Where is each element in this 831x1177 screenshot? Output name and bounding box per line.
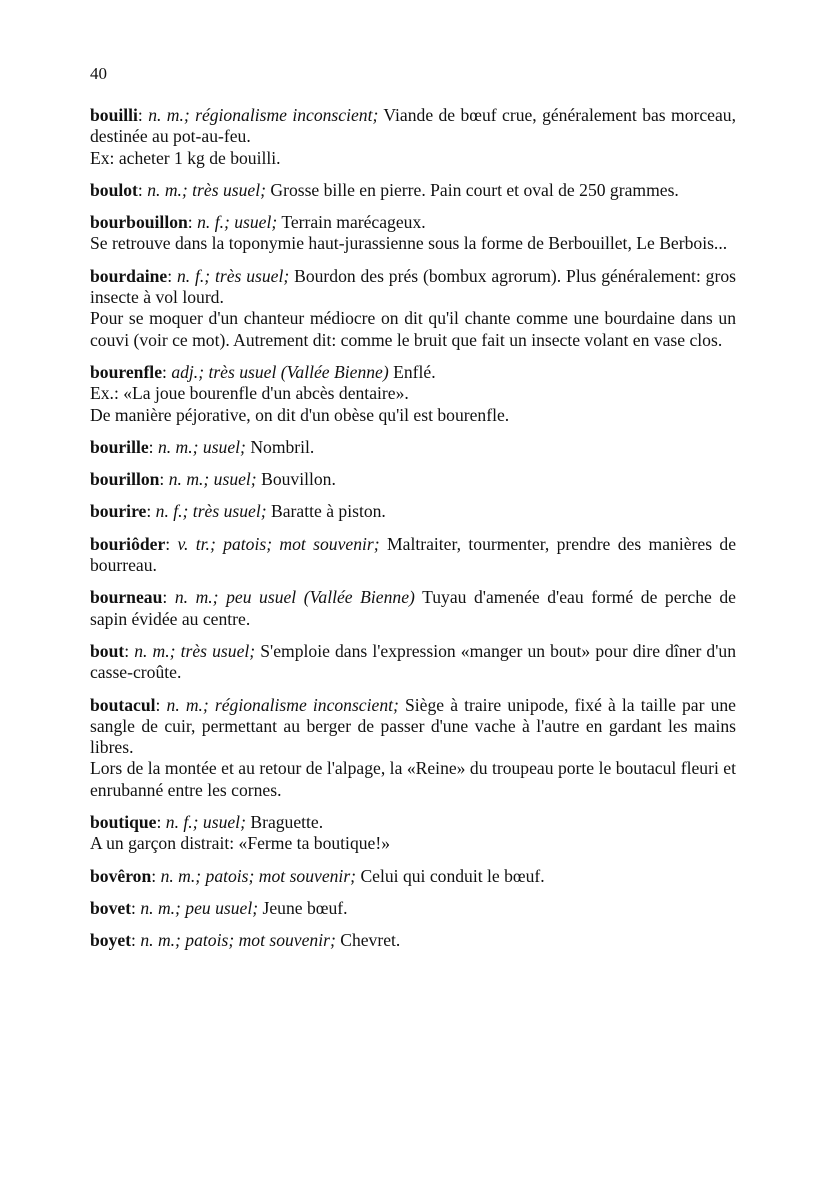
entry-grammar: n. f.; très usuel; xyxy=(176,265,290,286)
dictionary-entry xyxy=(90,930,736,951)
dictionary-entry xyxy=(90,362,736,426)
entry-grammar: n. f.; très usuel; xyxy=(155,501,267,522)
dictionary-entry xyxy=(90,866,736,887)
entry-grammar: n. m.; patois; mot souvenir; xyxy=(160,865,357,886)
entry-grammar: n. f.; usuel; xyxy=(165,812,246,833)
entry-main-line: bourillon: n. m.; usuel; Bouvillon. xyxy=(90,469,336,490)
entry-main-line: bourdaine: n. f.; très usuel; Bourdon des prés (bombux agrorum). Plus généralement: gros insecte à vol lourd. xyxy=(90,265,736,308)
entry-main-line: boulot: n. m.; très usuel; Grosse bille en pierre. Pain court et oval de 250 grammes. xyxy=(90,179,679,200)
entry-grammar: n. m.; peu usuel; xyxy=(140,897,259,918)
entry-headword: bourneau xyxy=(90,587,163,608)
entry-headword: bourille xyxy=(90,436,149,457)
entry-definition: Chevret. xyxy=(340,930,401,951)
entry-grammar: n. f.; usuel; xyxy=(197,212,278,233)
entry-definition: Jeune bœuf. xyxy=(262,897,348,918)
entry-grammar: n. m.; usuel; xyxy=(157,436,246,457)
entry-definition: Braguette. xyxy=(250,812,324,833)
entry-main-line: boyet: n. m.; patois; mot souvenir; Chevret. xyxy=(90,930,401,951)
entry-main-line: boutacul: n. m.; régionalisme inconscient; Siège à traire unipode, fixé à la taille par une sangle de cuir, permettant au berger de passer d'une vache à l'autre en gardant les mains libres. xyxy=(90,694,736,758)
dictionary-entry xyxy=(90,212,736,255)
entry-extra-line: Ex.: «La joue bourenfle d'un abcès dentaire». xyxy=(90,383,409,404)
entry-headword: boulot xyxy=(90,179,138,200)
entry-headword: bovet xyxy=(90,897,132,918)
entry-definition: Celui qui conduit le bœuf. xyxy=(360,865,545,886)
dictionary-entries xyxy=(90,105,736,963)
dictionary-entry xyxy=(90,180,736,201)
entry-main-line: bout: n. m.; très usuel; S'emploie dans l'expression «manger un bout» pour dire dîner d'un casse-croûte. xyxy=(90,640,736,683)
dictionary-entry xyxy=(90,534,736,577)
dictionary-entry xyxy=(90,587,736,630)
entry-grammar: n. m.; peu usuel (Vallée Bienne) xyxy=(174,587,415,608)
entry-grammar: n. m.; patois; mot souvenir; xyxy=(140,930,336,951)
dictionary-entry xyxy=(90,641,736,684)
entry-grammar: n. m.; très usuel; xyxy=(147,179,266,200)
entry-definition: Maltraiter, tourmenter, prendre des manières de bourreau. xyxy=(90,533,737,576)
entry-grammar: v. tr.; patois; mot souvenir; xyxy=(177,533,380,554)
entry-definition: Bourdon des prés (bombux agrorum). Plus généralement: gros insecte à vol lourd. xyxy=(90,265,736,308)
page-number: 40 xyxy=(90,64,107,83)
entry-extra-line: De manière péjorative, on dit d'un obèse qu'il est bourenfle. xyxy=(90,404,510,425)
entry-definition: Baratte à piston. xyxy=(271,501,386,522)
entry-definition: Bouvillon. xyxy=(261,469,336,490)
entry-headword: bouilli xyxy=(90,105,138,125)
entry-definition: S'emploie dans l'expression «manger un bout» pour dire dîner d'un casse-croûte. xyxy=(90,640,736,683)
entry-extra-line: Se retrouve dans la toponymie haut-jurassienne sous la forme de Berbouillet, Le Berbois... xyxy=(90,233,728,254)
entry-main-line: bourbouillon: n. f.; usuel; Terrain marécageux. xyxy=(90,212,426,233)
entry-definition: Siège à traire unipode, fixé à la taille par une sangle de cuir, permettant au berger de passer d'une vache à l'autre en gardant les mains libres. xyxy=(90,694,736,758)
dictionary-entry xyxy=(90,501,736,522)
entry-headword: bourdaine xyxy=(90,265,168,286)
entry-main-line: bourneau: n. m.; peu usuel (Vallée Bienne) Tuyau d'amenée d'eau formé de perche de sapin évidée au centre. xyxy=(90,587,736,629)
entry-grammar: n. m.; usuel; xyxy=(168,469,257,490)
entry-definition: Grosse bille en pierre. Pain court et oval de 250 grammes. xyxy=(270,179,679,200)
entry-grammar: adj.; très usuel (Vallée Bienne) xyxy=(171,361,389,382)
entry-headword: bout xyxy=(90,640,125,661)
entry-main-line: bovêron: n. m.; patois; mot souvenir; Celui qui conduit le bœuf. xyxy=(90,865,545,886)
dictionary-entry xyxy=(90,437,736,458)
entry-extra-line: Ex: acheter 1 kg de bouilli. xyxy=(90,147,281,168)
dictionary-entry xyxy=(90,266,736,351)
entry-headword: bourbouillon xyxy=(90,212,188,233)
dictionary-entry xyxy=(90,695,736,801)
entry-main-line: bourille: n. m.; usuel; Nombril. xyxy=(90,436,315,457)
entry-definition: Tuyau d'amenée d'eau formé de perche de sapin évidée au centre. xyxy=(90,587,736,629)
entry-headword: bourenfle xyxy=(90,361,163,382)
entry-main-line: bouriôder: v. tr.; patois; mot souvenir; Maltraiter, tourmenter, prendre des manières de bourreau. xyxy=(90,533,737,576)
entry-headword: boutique xyxy=(90,812,157,833)
entry-definition: Enflé. xyxy=(393,361,436,382)
entry-definition: Viande de bœuf crue, généralement bas morceau, destinée au pot-au-feu. xyxy=(90,105,736,147)
dictionary-entry xyxy=(90,898,736,919)
entry-main-line: bouilli: n. m.; régionalisme inconscient; Viande de bœuf crue, généralement bas morceau, destinée au pot-au-feu. xyxy=(90,105,736,147)
dictionary-entry xyxy=(90,469,736,490)
entry-headword: bourire xyxy=(90,501,147,522)
entry-main-line: bovet: n. m.; peu usuel; Jeune bœuf. xyxy=(90,897,348,918)
entry-headword: boyet xyxy=(90,930,132,951)
entry-definition: Nombril. xyxy=(250,436,315,457)
entry-extra-line: A un garçon distrait: «Ferme ta boutique!» xyxy=(90,833,391,854)
entry-grammar: n. m.; très usuel; xyxy=(134,640,256,661)
entry-grammar: n. m.; régionalisme inconscient; xyxy=(166,694,399,715)
entry-extra-line: Lors de la montée et au retour de l'alpage, la «Reine» du troupeau porte le boutacul fleuri et enrubanné entre les cornes. xyxy=(90,758,736,800)
entry-main-line: boutique: n. f.; usuel; Braguette. xyxy=(90,812,324,833)
entry-main-line: bourenfle: adj.; très usuel (Vallée Bienne) Enflé. xyxy=(90,361,436,382)
dictionary-entry xyxy=(90,812,736,855)
entry-headword: bourillon xyxy=(90,469,160,490)
entry-extra-line: Pour se moquer d'un chanteur médiocre on dit qu'il chante comme une bourdaine dans un couvi (voir ce mot). Autrement dit: comme le bruit que fait un insecte volant en vase clos. xyxy=(90,308,736,350)
entry-headword: boutacul xyxy=(90,694,156,715)
entry-headword: bovêron xyxy=(90,865,152,886)
entry-definition: Terrain marécageux. xyxy=(281,212,426,233)
entry-headword: bouriôder xyxy=(90,533,166,554)
dictionary-entry xyxy=(90,105,736,169)
entry-grammar: n. m.; régionalisme inconscient; xyxy=(148,105,379,125)
entry-main-line: bourire: n. f.; très usuel; Baratte à piston. xyxy=(90,501,386,522)
